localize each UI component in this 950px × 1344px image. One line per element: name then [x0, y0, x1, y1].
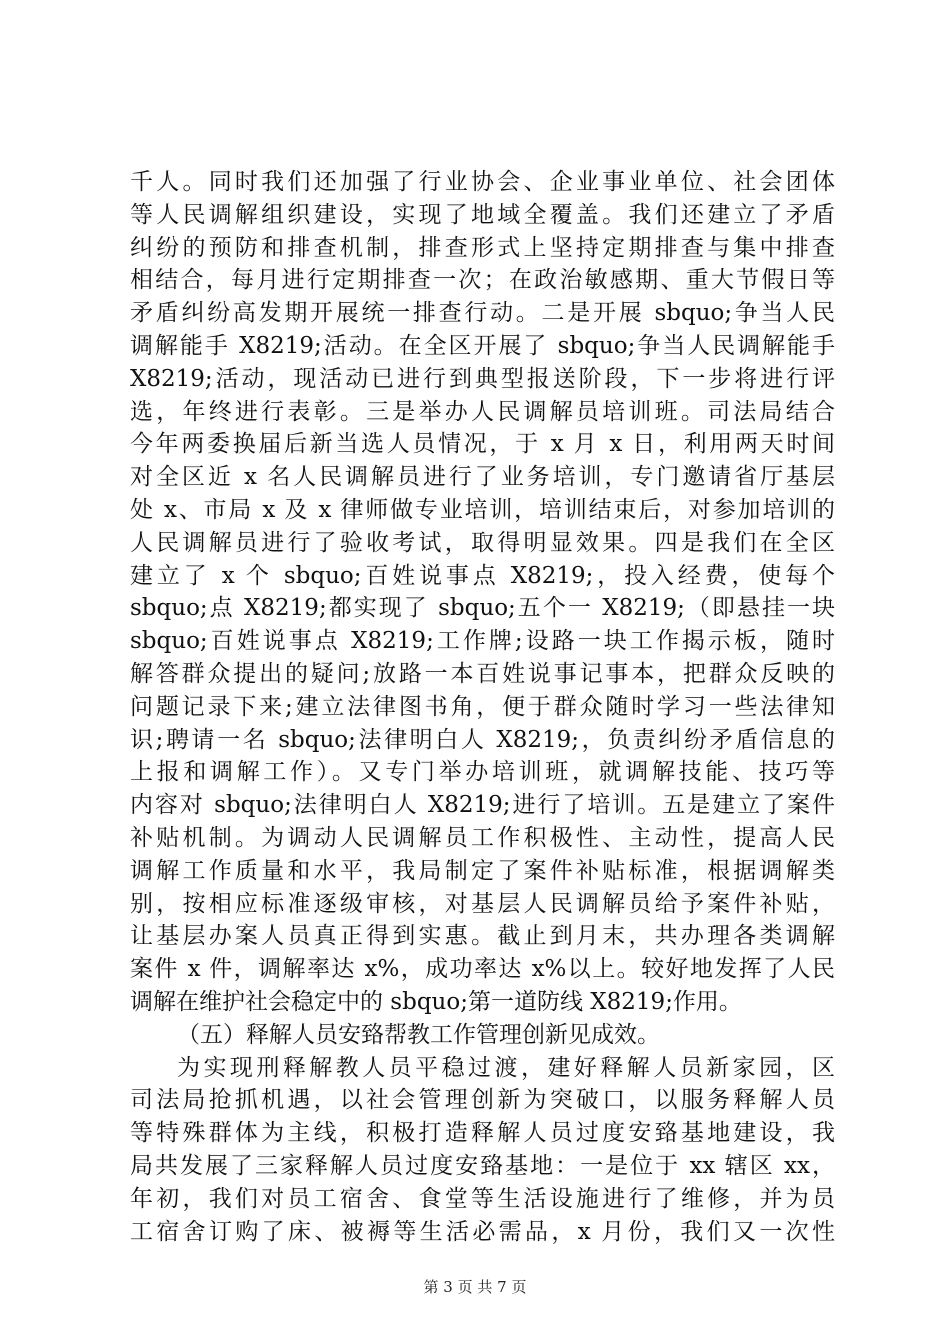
text-line: 处 x、市局 x 及 x 律师做专业培训，培训结束后，对参加培训的 [130, 496, 835, 523]
text-line: 年初，我们对员工宿舍、食堂等生活设施进行了维修，并为员 [130, 1185, 835, 1212]
text-line: 司法局抢抓机遇，以社会管理创新为突破口，以服务释解人员 [130, 1087, 835, 1114]
paragraph-rehabilitation [130, 1052, 835, 1249]
text-line: sbquo;点 X8219;都实现了 sbquo;五个一 X8219;（即悬挂一块 [130, 595, 835, 622]
text-line: 人民调解员进行了验收考试，取得明显效果。四是我们在全区 [130, 529, 835, 556]
document-body [130, 166, 835, 1248]
text-line: 局共发展了三家释解人员过度安臵基地：一是位于 xx 辖区 xx， [130, 1152, 835, 1179]
text-line: 等特殊群体为主线，积极打造释解人员过度安臵基地建设，我 [130, 1120, 835, 1147]
text-line: X8219;活动，现活动已进行到典型报送阶段，下一步将进行评 [130, 365, 835, 392]
text-line: 今年两委换届后新当选人员情况，于 x 月 x 日，利用两天时间 [130, 431, 835, 458]
text-line: 问题记录下来;建立法律图书角，便于群众随时学习一些法律知 [130, 693, 835, 720]
text-line: 识;聘请一名 sbquo;法律明白人 X8219;，负责纠纷矛盾信息的 [130, 726, 835, 753]
text-line: 千人。同时我们还加强了行业协会、企业事业单位、社会团体 [130, 169, 835, 195]
text-line: 选，年终进行表彰。三是举办人民调解员培训班。司法局结合 [130, 398, 835, 425]
text-line: 等人民调解组织建设，实现了地域全覆盖。我们还建立了矛盾 [130, 201, 835, 228]
text-line: 纠纷的预防和排查机制，排查形式上坚持定期排查与集中排查 [130, 234, 835, 261]
text-line: 调解能手 X8219;活动。在全区开展了 sbquo;争当人民调解能手 [130, 332, 835, 359]
section-heading: （五）释解人员安臵帮教工作管理创新见成效。 [177, 1021, 660, 1048]
text-line: 矛盾纠纷高发期开展统一排查行动。二是开展 sbquo;争当人民 [130, 300, 835, 327]
text-line: 相结合，每月进行定期排查一次；在政治敏感期、重大节假日等 [130, 267, 835, 294]
page-number-footer: 第 3 页 共 7 页 [423, 1278, 527, 1296]
text-line: 让基层办案人员真正得到实惠。截止到月末，共办理各类调解 [130, 923, 835, 950]
text-line: sbquo;百姓说事点 X8219;工作牌;设路一块工作揭示板，随时 [130, 628, 835, 655]
text-line: 调解在维护社会稳定中的 sbquo;第一道防线 X8219;作用。 [130, 988, 742, 1015]
text-line: 内容对 sbquo;法律明白人 X8219;进行了培训。五是建立了案件 [130, 792, 835, 819]
paragraph-mediation [130, 166, 835, 1019]
text-line: 对全区近 x 名人民调解员进行了业务培训，专门邀请省厅基层 [130, 464, 835, 491]
text-line: 调解工作质量和水平，我局制定了案件补贴标准，根据调解类 [130, 857, 835, 884]
text-line: 为实现刑释解教人员平稳过渡，建好释解人员新家园，区 [177, 1054, 835, 1081]
text-line: 上报和调解工作）。又专门举办培训班，就调解技能、技巧等 [130, 759, 835, 786]
text-line: 补贴机制。为调动人民调解员工作积极性、主动性，提高人民 [130, 824, 835, 851]
text-line: 别，按相应标准逐级审核，对基层人民调解员给予案件补贴， [130, 890, 835, 917]
text-line: 案件 x 件，调解率达 x%，成功率达 x%以上。较好地发挥了人民 [130, 956, 835, 983]
text-line: 工宿舍订购了床、被褥等生活必需品，x 月份，我们又一次性 [130, 1218, 835, 1245]
text-line: 解答群众提出的疑问;放路一本百姓说事记事本，把群众反映的 [130, 660, 835, 687]
text-line: 建立了 x 个 sbquo;百姓说事点 X8219;，投入经费，使每个 [130, 562, 835, 589]
